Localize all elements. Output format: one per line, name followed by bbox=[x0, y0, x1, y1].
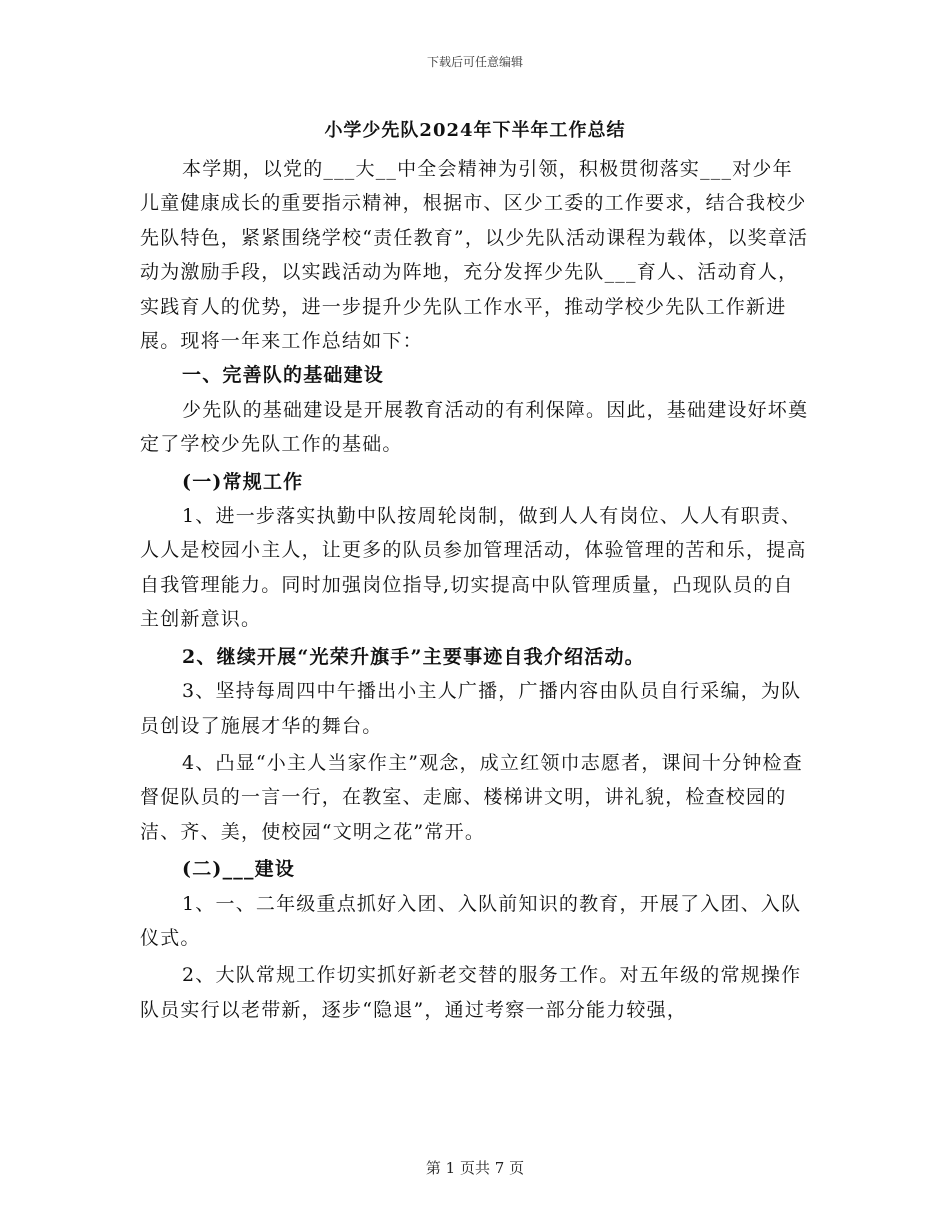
section-heading: 一、完善队的基础建设 bbox=[182, 364, 385, 387]
paragraph: 3、坚持每周四中午播出小主人广播，广播内容由队员自行采编，为队员创设了施展才华的舞台。 bbox=[140, 680, 802, 737]
bold-paragraph: 2、继续开展“光荣升旗手”主要事迹自我介绍活动。 bbox=[182, 645, 645, 668]
intro-paragraph: 本学期，以党的___大__中全会精神为引领，积极贯彻落实___对少年儿童健康成长的重要指示精神，根据市、区少工委的工作要求，结合我校少先队特色，紧紧围绕学校“责任教育”，以少先队活动课程为载体，以奖章活动为激励手段，以实践活动为阵地，充分发挥少先队___育人、活动育人，实践育人的优势，进一步提升少先队工作水平，推动学校少先队工作新进展。现将一年来工作总结如下： bbox=[140, 158, 809, 353]
document-body bbox=[140, 152, 810, 1027]
subsection-heading: (一)常规工作 bbox=[182, 470, 304, 493]
subsection-heading: (二)___建设 bbox=[182, 858, 296, 881]
paragraph: 4、凸显“小主人当家作主”观念，成立红领巾志愿者，课间十分钟检查督促队员的一言一行，在教室、走廊、楼梯讲文明，讲礼貌，检查校园的洁、齐、美，使校园“文明之花”常开。 bbox=[140, 751, 803, 843]
header-note: 下载后可任意编辑 bbox=[426, 55, 523, 69]
document-title: 小学少先队2024年下半年工作总结 bbox=[324, 120, 626, 141]
paragraph: 2、大队常规工作切实抓好新老交替的服务工作。对五年级的常规操作队员实行以老带新，逐步“隐退”，通过考察一部分能力较强， bbox=[140, 964, 802, 1021]
paragraph: 少先队的基础建设是开展教育活动的有利保障。因此，基础建设好坏奠定了学校少先队工作的基础。 bbox=[140, 398, 809, 456]
page-number: 第 1 页共 7 页 bbox=[425, 1159, 525, 1177]
paragraph: 1、进一步落实执勤中队按周轮岗制，做到人人有岗位、人人有职责、人人是校园小主人，让更多的队员参加管理活动，体验管理的苦和乐，提高自我管理能力。同时加强岗位指导,切实提高中队管理质量，凸现队员的自主创新意识。 bbox=[140, 505, 807, 631]
paragraph: 1、一、二年级重点抓好入团、入队前知识的教育，开展了入团、入队仪式。 bbox=[140, 892, 802, 949]
